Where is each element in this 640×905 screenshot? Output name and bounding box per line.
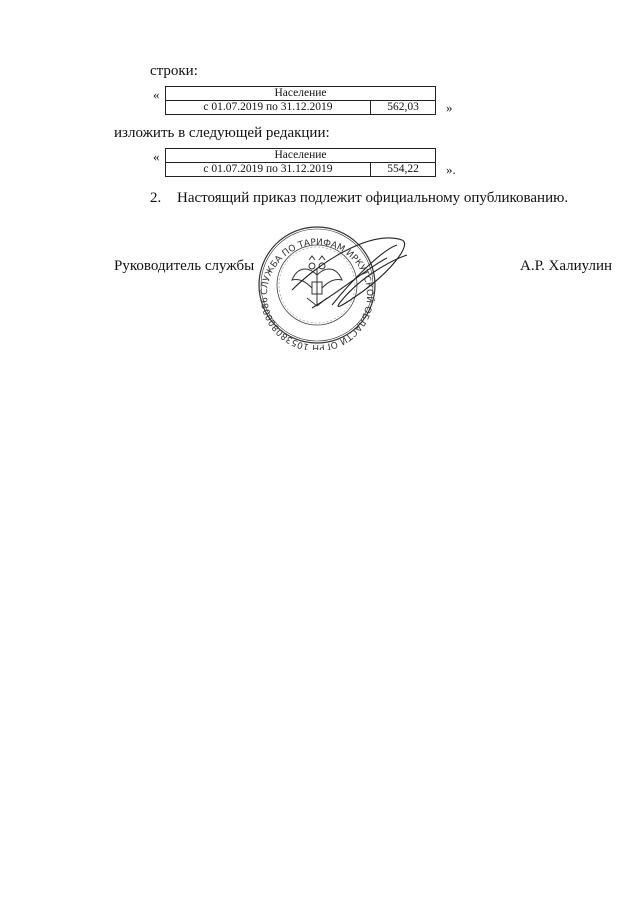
signature-name: А.Р. Халиулин [520,258,613,274]
old-rate-table [165,86,436,115]
old-row-close-quote: » [446,100,453,115]
intro-text: строки: [150,63,198,79]
new-table-value: 554,22 [371,163,436,177]
eagle-emblem-icon [292,256,342,306]
old-row-open-quote: « [153,87,160,102]
new-rate-table [165,148,436,177]
old-table-header: Население [166,87,436,101]
old-table-value: 562,03 [371,101,436,115]
seal-text: СЛУЖБА ПО ТАРИФАМ ИРКУТСКОЙ ОБЛАСТИ ОГРН 105380800086 [259,237,375,350]
new-table-header: Население [166,149,436,163]
new-table-period: с 01.07.2019 по 31.12.2019 [166,163,371,177]
signature-title: Руководитель службы [114,258,255,274]
old-table-period: с 01.07.2019 по 31.12.2019 [166,101,371,115]
new-row-close-quote: ». [446,162,456,177]
item2-text: Настоящий приказ подлежит официальному опубликованию. [177,190,569,206]
item2-number: 2. [150,190,162,206]
official-seal-icon [222,220,412,350]
new-row-open-quote: « [153,149,160,164]
replace-text: изложить в следующей редакции: [114,125,330,141]
